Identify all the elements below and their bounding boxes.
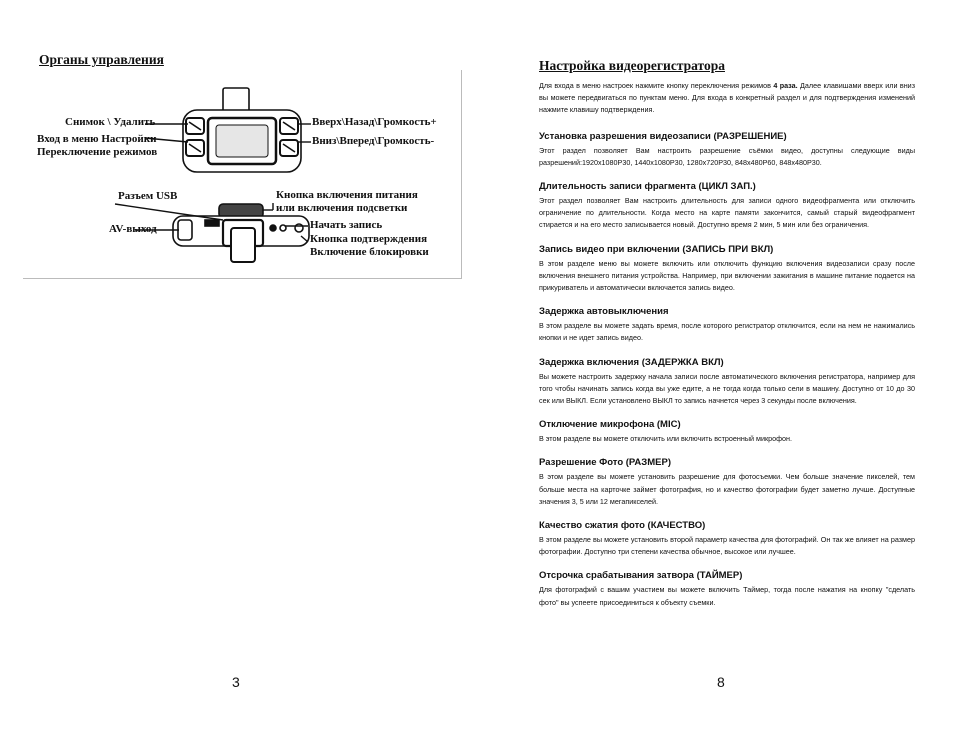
label-av-out: AV-выход [109, 223, 157, 235]
section-power-on-delay [539, 357, 915, 408]
section-resolution [539, 131, 915, 169]
section-body: В этом разделе меню вы можете включить или отключить функцию включения видеозаписи сразу после включения внешнего питания устройства. Например, при включении зажигания в машине питание подается на прикуриватель и автоматически включается запись видео. [539, 258, 915, 293]
camera-back-view [183, 88, 301, 172]
label-mode-switch: Переключение режимов [37, 146, 158, 158]
section-title: Качество сжатия фото (КАЧЕСТВО) [539, 520, 706, 532]
section-body: Этот раздел позволяет Вам настроить разрешение съёмки видео, доступны следующие виды разрешений:1920x1080P30, 1440x1080P30, 1280x720P30, 848x480P60, 848x480P30. [539, 145, 915, 167]
left-page-heading: Органы управления [39, 52, 164, 67]
label-lock-enable: Включение блокировки [310, 246, 429, 258]
section-title: Запись видео при включении (ЗАПИСЬ ПРИ ВКЛ) [539, 243, 774, 255]
section-timer [539, 570, 915, 608]
label-snapshot-delete: Снимок \ Удалить [65, 116, 156, 128]
intro-text: Для входа в меню настроек нажмите кнопку переключения режимов [539, 81, 774, 90]
section-body: В этом разделе вы можете установить разрешение для фотосъемки. Чем больше значение пикселей, тем больше места на карточке займет фотография, но и качество фотографии будет заметно лучше. Доступные значения 3, 5 или 12 мегапикселей. [539, 472, 915, 506]
section-body: Этот раздел позволяет Вам настроить длительность для записи одного видеофрагмента или отключить ограничение по длительности. Когда место на карте памяти закончится, самый старый видеофрагмент стирается и на его место записывается новый. Доступно время 2 мин, 5 мин или без ограничения. [539, 196, 915, 230]
right-page [477, 0, 954, 743]
label-backlight-button: или включения подсветки [276, 202, 408, 214]
intro-bold-text: 4 раза. [773, 81, 798, 90]
label-start-recording: Начать запись [310, 219, 383, 231]
section-body: Вы можете настроить задержку начала записи после автоматического включения регистратора, например для того чтобы начинать запись когда вы уже едите, а не тогда когда только сели в машину. Доступно от 10 до 30 сек или ВЫКЛ. Если установлено ВЫКЛ то запись начнется через 3 секунды после включения. [539, 371, 915, 406]
section-body: В этом разделе вы можете задать время, после которого регистратор отключится, если на нем не нажимались кнопки и не идет запись видео. [539, 321, 915, 343]
intro-paragraph [539, 80, 915, 117]
controls-diagram [23, 70, 462, 279]
section-auto-off-delay [539, 306, 915, 344]
section-title: Задержка включения (ЗАДЕРЖКА ВКЛ) [539, 356, 724, 368]
section-title: Длительность записи фрагмента (ЦИКЛ ЗАП.) [539, 181, 756, 193]
section-body: В этом разделе вы можете отключить или включить встроенный микрофон. [539, 434, 793, 444]
section-title: Отсрочка срабатывания затвора (ТАЙМЕР) [539, 570, 743, 582]
settings-sections [539, 80, 915, 621]
section-photo-quality [539, 520, 915, 558]
section-title: Установка разрешения видеозаписи (РАЗРЕШЕНИЕ) [539, 130, 787, 142]
label-confirm-button: Кнопка подтверждения [310, 233, 428, 245]
label-usb-port: Разъем USB [118, 190, 178, 202]
label-enter-menu-settings: Вход в меню Настройки [37, 133, 157, 145]
section-title: Задержка автовыключения [539, 306, 669, 318]
section-photo-size [539, 457, 915, 508]
section-body: Для фотографий с вашим участием вы можете включить Таймер, тогда после нажатия на кнопку "сделать фото" вы успеете присоединиться к объекту съемки. [539, 585, 915, 607]
section-record-on-power [539, 244, 915, 295]
right-page-heading: Настройка видеорегистратора [539, 58, 725, 73]
section-title: Разрешение Фото (РАЗМЕР) [539, 457, 671, 469]
section-title: Отключение микрофона (MIC) [539, 419, 681, 431]
label-power-button: Кнопка включения питания [276, 189, 418, 201]
label-down-forward-volume: Вниз\Вперед\Громкость- [312, 135, 435, 147]
label-up-back-volume: Вверх\Назад\Громкость+ [312, 116, 437, 128]
section-loop-recording [539, 181, 915, 232]
left-page-number: 3 [232, 674, 240, 690]
intro-text-continued: Далее клавишами вверх или вниз вы можете передвигаться по пунктам меню. Для входа в конкретный раздел и для подтверждения изменений нажмите клавишу подтверждения. [539, 81, 915, 115]
right-page-number: 8 [717, 674, 725, 690]
section-body: В этом разделе вы можете установить второй параметр качества для фотографий. Он так же влияет на размер фотографии. Доступно три степени качества обычное, высокое или лучшее. [539, 535, 915, 557]
section-microphone [539, 419, 915, 445]
